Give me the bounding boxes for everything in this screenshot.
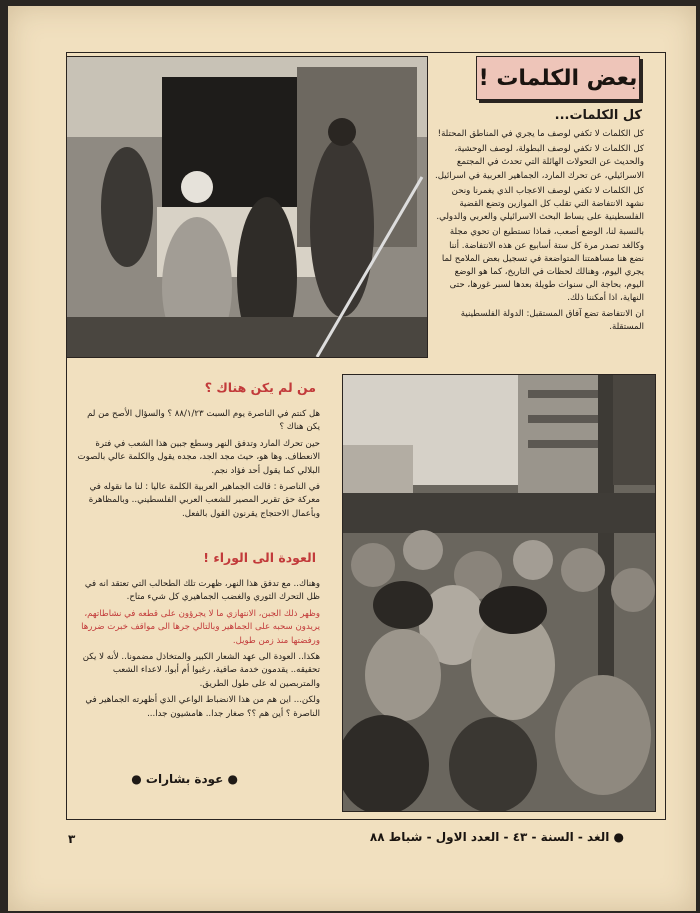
intro-paragraph: كل الكلمات لا تكفي لوصف الاعجاب الذي يغمرنا ونحن نشهد الانتفاضة التي تقلب كل الموازين وتضع القضية الفلسطينية على بساط البحث الاسرائيلي والعربي والدولي.: [436, 185, 644, 223]
author-signature: ● عودة بشارات ●: [131, 772, 238, 786]
intro-paragraph: كل الكلمات لا تكفي لوصف البطولة، لوصف الوحشية، والحديث عن التحولات الهائلة التي تحدث في المجتمع الاسرائيلي، عن تحرك المارد، الجماهير العربية في اسرائيل.: [435, 144, 644, 181]
intro-paragraph: كل الكلمات لا تكفي لوصف ما يجري في المناطق المحتلة!: [437, 129, 644, 139]
photo-crowd-demonstration: [342, 374, 656, 812]
section2-paragraph: وهناك.. مع تدفق هذا النهر، ظهرت تلك الطحالب التي تعتقد انه في ظل التحرك الثوري والغضب الجماهيري كل شيء متاح.: [84, 579, 320, 603]
section-title-return: العودة الى الوراء !: [203, 550, 316, 565]
section2-paragraph: ولكن... اين هم من هذا الانضباط الواعي الذي أظهرته الجماهير في الناصرة ؟ أين هم ؟؟ صغار جدا.. هامشيون جدا...: [85, 695, 320, 719]
intro-paragraph: ان الانتفاضة تضع آفاق المستقبل: الدولة الفلسطينية المستقلة.: [460, 308, 644, 332]
section-body-return: [76, 578, 320, 724]
section-body-who: [76, 408, 320, 524]
section1-paragraph: هل كنتم في الناصرة يوم السبت ٨٨/١/٢٣ ؟ والسؤال الأصح من لم يكن هناك ؟: [87, 409, 320, 433]
footer-issue-line: ● الغد - السنة - ٤٣ - العدد الاول - شباط ٨٨: [369, 830, 624, 844]
article-column: [68, 370, 336, 810]
page-number: ٣: [68, 832, 76, 846]
intro-body: [434, 128, 644, 336]
intro-panel: [426, 50, 652, 360]
intro-paragraph: بالنسبة لنا، الوضع أصعب، فماذا تستطيع ان تحوي مجلة وكالغد تصدر مرة كل ستة أسابيع عن هذه الانتفاضة. أننا نضع هنا مساهمتنا المتواضعة في تسجيل بعض الملامح لما يجري اليوم، وهنالك لحظات في التاريخ، كما هو الوضع اليوم، بحاجة الى سنوات طويلة بعدها لسبر غورها، حتى النهاية، اذا أمكننا ذلك.: [441, 227, 644, 304]
photo-truck-scene: [66, 56, 428, 358]
intro-subtitle: كل الكلمات...: [554, 108, 642, 123]
section-title-who: من لم يكن هناك ؟: [204, 380, 316, 395]
title-box: بعض الكلمات !: [476, 56, 640, 100]
section1-paragraph: في الناصرة : قالت الجماهير العربية الكلمة عاليا : لنا ما نقوله في معركة حق تقرير المصير للشعب العربي الفلسطيني.. وبالمظاهرة وبأعمال الاحتجاج يقرنون القول بالفعل.: [88, 482, 320, 519]
section2-paragraph-highlight: وظهر ذلك الجبن، الانتهازي ما لا يجرؤون على قطعه في نشاطاتهم، يريدون سحبه على الجماهير وبالتالي جرها الى مواقف خبرت ضررها ورفضتها منذ زمن طويل.: [81, 608, 320, 646]
section2-paragraph: هكذا.. العودة الى عهد الشعار الكبير والمتخاذل مضمونا.. لأنه لا يكن تحقيقه.. يقدمون خدمة صافية، رغبوا أم أبوا، لاعداء الشعب والمتربصين له على طول الطريق.: [82, 652, 320, 689]
section1-paragraph: حين تحرك المارد وتدفق النهر وسطع جبين هذا الشعب في فترة الانعطاف. وها هو، حيث مجد الجد، مجده يقول والكلمة عالي بالصوت البلالي كما يقول أحد فؤاد نجم.: [77, 438, 320, 476]
